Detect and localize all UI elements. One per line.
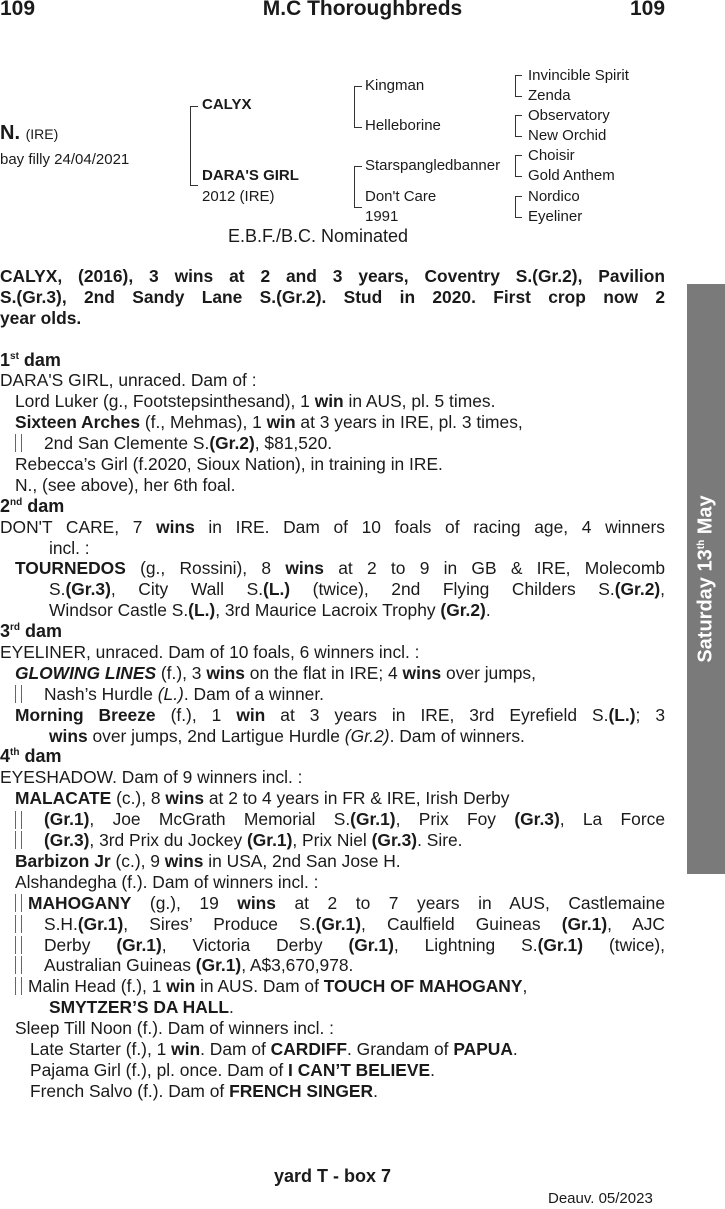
text-run: over jumps, 2nd Lartigue Hurdle (87, 725, 345, 746)
produce-mahogany-cont (0, 935, 665, 956)
continuation-marker (15, 685, 22, 703)
text-run: Barbizon Jr (15, 850, 111, 871)
text-run: Pajama Girl (f.), pl. once. Dam of (30, 1059, 289, 1080)
text-run: (Gr.2) (344, 725, 390, 746)
text-run: (L.) (608, 704, 636, 725)
first-dam-intro: DARA'S GIRL, unraced. Dam of : (0, 370, 257, 391)
text-run: , A$3,670,978. (241, 955, 354, 976)
text-run: win (166, 976, 196, 997)
text-run: (Gr.1) (246, 830, 293, 851)
produce-sleep-till-noon: Sleep Till Noon (f.). Dam of winners incl. : (15, 1018, 334, 1039)
text-run: Sixteen Arches (15, 412, 141, 433)
continuation-marker (15, 956, 22, 974)
sire-summary-line: year olds. (0, 307, 82, 328)
text-run: (Gr.1) (315, 913, 361, 934)
text-run: . (373, 1080, 378, 1101)
text-run: in USA, 2nd San Jose H. (203, 850, 401, 871)
text-run: (Gr.1) (350, 809, 396, 830)
pedigree-gg1: Invincible Spirit (528, 67, 629, 84)
text-run: wins (165, 788, 205, 809)
text-run: wins (285, 558, 324, 579)
pedigree-dam-dam: Don't Care (365, 188, 437, 205)
text-run: , Lightning S. (393, 934, 538, 955)
text-run: , Prix Foy (395, 809, 515, 830)
text-run: Saturday 13 (694, 549, 717, 663)
text-run: st (10, 350, 19, 362)
produce-lord-luker (0, 391, 665, 412)
produce-mahogany (0, 893, 665, 914)
text-run: Lord Luker (g., Footstepsinthesand), 1 (15, 391, 315, 412)
text-run: in IRE. Dam of 10 foals of racing age, 4 winners (194, 516, 666, 537)
pedigree-gg2: Zenda (528, 87, 571, 104)
catalogue-body (0, 266, 665, 1102)
text-run: (c.), 8 (111, 788, 166, 809)
produce-french-salvo (0, 1081, 665, 1102)
text-run: TOUCH OF MAHOGANY (323, 976, 523, 997)
text-run: Australian Guineas (44, 955, 196, 976)
text-run: (twice), (583, 934, 665, 955)
nomination-note: E.B.F./B.C. Nominated (228, 226, 409, 246)
text-run: Nash’s Hurdle (44, 683, 158, 704)
produce-sixteen-arches-cont (0, 433, 665, 454)
produce-tournedos-cont (0, 579, 665, 600)
lot-number-right: 109 (630, 0, 666, 20)
text-run: (Gr.2) (614, 579, 661, 600)
text-run: (Gr.1) (44, 809, 90, 830)
text-run: dam (22, 495, 65, 516)
continuation-marker (15, 831, 22, 849)
pedigree-sire: CALYX (202, 96, 252, 113)
sire-summary-line: S.(Gr.3), 2nd Sandy Lane S.(Gr.2). Stud in 2020. First crop now 2 (0, 286, 665, 307)
continuation-marker (15, 936, 22, 954)
pedigree-bracket-g2 (515, 115, 522, 137)
horse-name (0, 122, 58, 145)
text-run: (Gr.3) (44, 830, 90, 851)
text-run: rd (10, 622, 21, 634)
text-run: (Gr.1) (561, 913, 608, 934)
text-run: (f., Mehmas), 1 (140, 412, 267, 433)
continuation-marker (15, 811, 22, 829)
text-run: 2nd San Clemente S. (44, 433, 210, 454)
text-run: . Sire. (417, 830, 463, 851)
text-run: (L.) (157, 683, 184, 704)
stabling-location: yard T - box 7 (273, 1166, 392, 1186)
continuation-marker (15, 977, 22, 995)
sire-summary-line: CALYX, (2016), 3 wins at 2 and 3 years, Coventry S.(Gr.2), Pavilion (0, 266, 665, 286)
pedigree-dam-year: 2012 (IRE) (202, 188, 275, 205)
text-run: 4 (0, 746, 11, 767)
pedigree-sire-sire: Kingman (365, 77, 425, 94)
text-run: TOURNEDOS (15, 558, 126, 579)
text-run: 2 (0, 495, 11, 516)
text-run: win (266, 412, 296, 433)
text-run: (f.), 3 (156, 662, 207, 683)
pedigree-bracket-gen1 (190, 106, 198, 186)
text-run: (twice), 2nd Flying Childers S. (290, 579, 615, 600)
text-run: dam (18, 349, 61, 370)
pedigree-dam-sire: Starspangledbanner (365, 157, 501, 174)
text-run: (Gr.1) (195, 955, 242, 976)
text-run: , 3rd Maurice Lacroix Trophy (215, 600, 441, 621)
text-run: on the flat in IRE; 4 (244, 662, 403, 683)
text-run: at 3 years in IRE, 3rd Eyrefield S. (265, 704, 609, 725)
text-run: (Gr.1) (348, 934, 394, 955)
pedigree-gg4: New Orchid (528, 127, 607, 144)
pedigree-gg3: Observatory (528, 107, 610, 124)
produce-rebeccas-girl: Rebecca’s Girl (f.2020, Sioux Nation), in training in IRE. (15, 454, 443, 475)
text-run: CARDIFF (270, 1038, 347, 1059)
text-run: win (171, 1038, 201, 1059)
text-run: in AUS. Dam of (195, 976, 324, 997)
text-run: over jumps, (441, 662, 536, 683)
text-run: in AUS, pl. 5 times. (343, 391, 496, 412)
text-run: wins (156, 516, 195, 537)
text-run: MAHOGANY (28, 892, 132, 913)
produce-tournedos (0, 558, 665, 579)
third-dam-intro: EYELINER, unraced. Dam of 10 foals, 6 winners incl. : (0, 642, 420, 663)
fourth-dam-heading (0, 746, 665, 767)
text-run: S.H. (44, 913, 78, 934)
text-run: Morning Breeze (15, 704, 156, 725)
text-run: (L.) (188, 600, 216, 621)
text-run: (Gr.3) (65, 579, 111, 600)
produce-glowing-lines (0, 663, 665, 684)
text-run: th (695, 539, 707, 550)
text-run: Derby (44, 934, 117, 955)
sale-day-tab (687, 284, 725, 874)
text-run: . (512, 1038, 518, 1059)
text-run: Malin Head (f.), 1 (28, 976, 167, 997)
text-run: Windsor Castle S. (49, 600, 189, 621)
text-run: , Sires’ Produce S. (123, 913, 316, 934)
text-run: I CAN’T BELIEVE (288, 1059, 431, 1080)
text-run: MALACATE (15, 788, 112, 809)
text-run: at 3 years in IRE, pl. 3 times, (295, 412, 523, 433)
text-run: . (430, 1059, 435, 1080)
pedigree-dam: DARA'S GIRL (202, 167, 299, 184)
text-run: . (229, 997, 234, 1018)
text-run: (c.), 9 (110, 850, 165, 871)
text-run: , Victoria Derby (161, 934, 349, 955)
text-run: nd (10, 496, 23, 508)
text-run: , City Wall S. (110, 579, 264, 600)
produce-sixteen-arches (0, 412, 665, 433)
text-run: th (10, 747, 20, 759)
text-run: (Gr.1) (77, 913, 124, 934)
text-run: , Prix Niel (292, 830, 372, 851)
produce-malacate (0, 788, 665, 809)
pedigree-dam-dam-year: 1991 (365, 208, 399, 225)
produce-late-starter (0, 1039, 665, 1060)
text-run: (Gr.2) (440, 600, 486, 621)
text-run: (L.) (263, 579, 291, 600)
text-run: . (485, 600, 491, 621)
text-run: PAPUA (453, 1038, 513, 1059)
text-run: ; 3 (635, 704, 665, 725)
text-run: wins (49, 725, 88, 746)
text-run: (f.), 1 (155, 704, 237, 725)
produce-mahogany-cont (0, 914, 665, 935)
sale-day-label (695, 495, 718, 662)
text-run: Late Starter (f.), 1 (30, 1038, 172, 1059)
second-dam-heading (0, 496, 665, 517)
text-run: dam (19, 746, 62, 767)
sale-reference: Deauv. 05/2023 (548, 1190, 653, 1207)
text-run: 1 (0, 349, 11, 370)
text-run: , Caulfield Guineas (360, 913, 562, 934)
text-run: win (314, 391, 344, 412)
text-run: . Dam of a winner. (183, 683, 324, 704)
text-run: wins (164, 850, 204, 871)
text-run: dam (20, 621, 63, 642)
produce-malin-head-cont (0, 997, 665, 1018)
produce-alshandegha: Alshandegha (f.). Dam of winners incl. : (15, 871, 319, 892)
pedigree-bracket-g3 (515, 155, 522, 177)
produce-barbizon-jr (0, 851, 665, 872)
text-run: . Grandam of (347, 1038, 454, 1059)
text-run: . Dam of (200, 1038, 271, 1059)
lot-number-left: 109 (0, 0, 36, 20)
text-run: 3 (0, 621, 11, 642)
text-run: S. (49, 579, 66, 600)
continuation-marker (15, 434, 22, 452)
horse-name-text: N. (0, 122, 20, 144)
text-run: . Dam of winners. (389, 725, 525, 746)
text-run: (Gr.2) (209, 433, 255, 454)
text-run: , La Force (559, 809, 665, 830)
text-run: SMYTZER’S DA HALL (49, 997, 230, 1018)
consignor-title: M.C Thoroughbreds (262, 0, 463, 20)
pedigree-gg6: Gold Anthem (528, 167, 615, 184)
text-run: (Gr.1) (116, 934, 162, 955)
produce-tournedos-cont (0, 600, 665, 621)
text-run: at 2 to 4 years in FR & IRE, Irish Derby (204, 788, 510, 809)
text-run: French Salvo (f.). Dam of (30, 1080, 230, 1101)
text-run: , AJC (607, 913, 665, 934)
text-run: win (236, 704, 266, 725)
text-run: FRENCH SINGER (229, 1080, 374, 1101)
text-run: GLOWING LINES (15, 662, 157, 683)
text-run: DON'T CARE, 7 (0, 516, 157, 537)
text-run: at 2 to 7 years in AUS, Castlemaine (275, 892, 665, 913)
pedigree-bracket-dam (354, 166, 362, 208)
continuation-marker (15, 894, 22, 912)
text-run: (Gr.3) (514, 809, 560, 830)
third-dam-heading (0, 621, 665, 642)
pedigree-gg7: Nordico (528, 188, 580, 205)
text-run: , 3rd Prix du Jockey (89, 830, 247, 851)
produce-malin-head (0, 976, 665, 997)
produce-mahogany-cont (0, 955, 665, 976)
text-run: (g.), 19 (131, 892, 238, 913)
text-run: (g., Rossini), 8 (125, 558, 286, 579)
produce-n: N., (see above), her 6th foal. (15, 474, 236, 495)
text-run: wins (402, 662, 442, 683)
text-run: wins (237, 892, 276, 913)
produce-malacate-cont (0, 830, 665, 851)
first-dam-heading (0, 350, 665, 371)
produce-morning-breeze (0, 705, 665, 726)
pedigree-sire-dam: Helleborine (365, 117, 441, 134)
text-run: (Gr.3) (371, 830, 418, 851)
produce-glowing-lines-cont (0, 684, 665, 705)
pedigree-gg8: Eyeliner (528, 208, 583, 225)
pedigree-gg5: Choisir (528, 147, 575, 164)
fourth-dam-intro: EYESHADOW. Dam of 9 winners incl. : (0, 767, 303, 788)
text-run: , (522, 976, 528, 997)
continuation-marker (15, 915, 22, 933)
text-run: at 2 to 9 in GB & IRE, Molecomb (323, 558, 665, 579)
produce-malacate-cont (0, 809, 665, 830)
horse-description: bay filly 24/04/2021 (0, 151, 130, 168)
text-run: May (694, 495, 717, 540)
produce-morning-breeze-cont (0, 726, 665, 747)
text-run: , Joe McGrath Memorial S. (89, 809, 351, 830)
produce-pajama-girl (0, 1060, 665, 1081)
pedigree-bracket-g4 (515, 196, 522, 218)
pedigree-bracket-g1 (515, 75, 522, 97)
text-run: , (660, 579, 665, 600)
second-dam-intro (0, 517, 665, 538)
horse-country: (IRE) (25, 126, 59, 142)
second-dam-intro-cont: incl. : (49, 537, 90, 558)
text-run: (Gr.1) (537, 934, 584, 955)
text-run: , $81,520. (254, 433, 333, 454)
text-run: wins (206, 662, 245, 683)
pedigree-bracket-sire (354, 86, 362, 128)
